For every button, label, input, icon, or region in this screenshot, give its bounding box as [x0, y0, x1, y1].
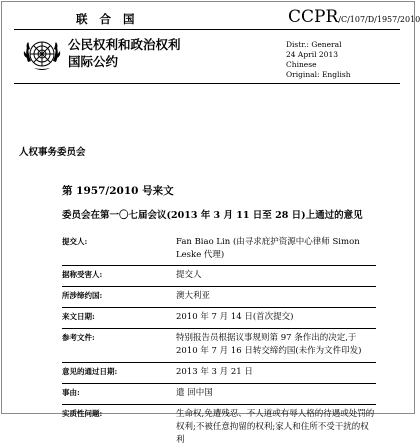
row-divider: [62, 404, 376, 405]
detail-label: 所涉缔约国:: [62, 291, 103, 300]
row-divider: [62, 307, 376, 308]
row-divider: [62, 328, 376, 329]
detail-label: 事由:: [62, 388, 80, 397]
row-divider: [62, 383, 376, 384]
un-emblem-icon: [20, 34, 64, 78]
symbol-main: CCPR: [288, 7, 339, 27]
row-divider: [62, 362, 376, 363]
detail-label: 意见的通过日期:: [62, 367, 118, 376]
header-rule: [14, 29, 400, 30]
detail-label: 据称受害人:: [62, 270, 103, 279]
detail-value: 生命权,免遭残忍、不人道或有辱人格的待遇或处罚的权利;不被任意拘留的权利;家人和住所不受干扰的权利: [176, 409, 375, 445]
distribution-type: Distr.: General: [286, 40, 342, 49]
detail-value: 2013 年 3 月 21 日: [176, 367, 253, 377]
distribution-original: Original: English: [286, 70, 351, 79]
covenant-title-line1: 公民权利和政治权利: [68, 37, 181, 52]
detail-value: 特别报告员根据议事规则第 97 条作出的决定,于 2010 年 7 月 16 日转交缔约国(未作为文件印发): [176, 333, 362, 356]
distribution-block: [286, 40, 351, 80]
detail-label: 参考文件:: [62, 333, 95, 342]
distribution-language: Chinese: [286, 60, 317, 69]
detail-value: Fan Biao Lin (由寻求庇护资源中心律师 Simon Leske 代理): [176, 237, 360, 260]
committee-name: 人权事务委员会: [19, 147, 86, 158]
detail-value: 澳大利亚: [176, 291, 211, 301]
un-heading: 联 合 国: [76, 12, 139, 26]
detail-value: 提交人: [176, 270, 202, 280]
detail-label: 来文日期:: [62, 312, 95, 321]
detail-value: 2010 年 7 月 14 日(首次提交): [176, 312, 294, 322]
row-divider: [62, 265, 376, 266]
detail-value: 遣 回中国: [176, 388, 213, 398]
document-symbol: [288, 7, 420, 27]
views-title: 委员会在第一〇七届会议(2013 年 3 月 11 日至 28 日)上通过的意见: [62, 210, 363, 221]
covenant-title: [68, 36, 181, 70]
symbol-suffix: /C/107/D/1957/2010: [338, 15, 420, 24]
covenant-title-line2: 国际公约: [68, 54, 119, 69]
communication-number: 第 1957/2010 号来文: [62, 185, 174, 197]
distribution-date: 24 April 2013: [286, 50, 338, 59]
title-rule: [14, 83, 400, 84]
detail-label: 提交人:: [62, 237, 88, 246]
row-divider: [62, 286, 376, 287]
detail-label: 实质性问题:: [62, 409, 103, 418]
